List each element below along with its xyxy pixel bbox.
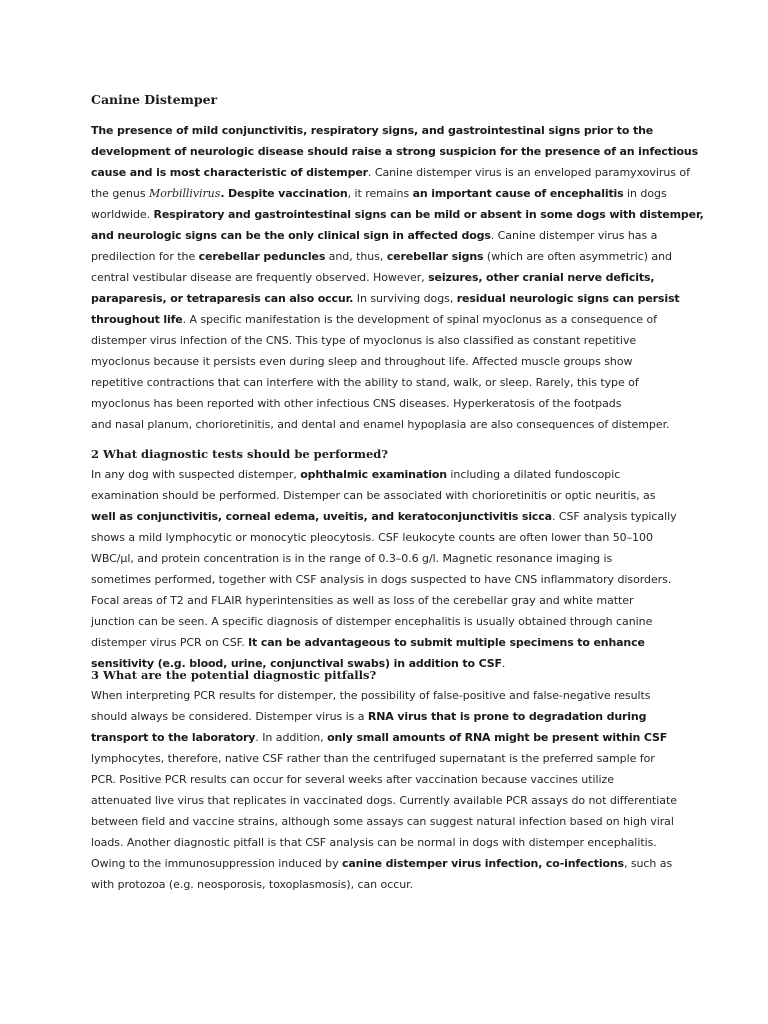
bold-text: development of neurologic disease should raise a strong suspicion for the presence of an infectious [91,145,698,158]
text-line [91,309,691,330]
text-run: sometimes performed, together with CSF analysis in dogs suspected to have CNS inflammatory disorders. [91,573,672,586]
italic-text: Morbillivirus [148,187,221,200]
text-line [91,632,691,653]
heading-diagnostic-pitfalls: 3 What are the potential diagnostic pitfalls? [91,668,377,682]
text-run: WBC/μl, and protein concentration is in the range of 0.3–0.6 g/l. Magnetic resonance imaging is [91,552,613,565]
text-run: lymphocytes, therefore, native CSF rather than the centrifuged supernatant is the preferred sample for [91,752,655,765]
bold-text: RNA virus that is prone to degradation during [367,710,647,723]
text-run: with protozoa (e.g. neosporosis, toxoplasmosis), can occur. [91,878,414,891]
text-line [91,853,691,874]
text-run: and nasal planum, chorioretinitis, and dental and enamel hypoplasia are also consequences of distemper. [91,418,670,431]
text-line [91,464,691,485]
text-run: attenuated live virus that replicates in vaccinated dogs. Currently available PCR assays do not differentiate [91,794,677,807]
text-line [91,120,691,141]
text-run: the genus [91,187,149,200]
text-run: PCR. Positive PCR results can occur for several weeks after vaccination because vaccines utilize [91,773,614,786]
text-line [91,141,698,162]
text-line [91,685,691,706]
bold-text: The presence of mild conjunctivitis, respiratory signs, and gastrointestinal signs prior to the [91,124,654,137]
bold-text: residual neurologic signs can persist [456,292,680,305]
text-line [91,485,691,506]
text-line [91,351,691,372]
text-run: examination should be performed. Distemper can be associated with chorioretinitis or optic neuritis, as [91,489,656,502]
text-run: worldwide. [91,208,154,221]
text-run: , it remains [347,187,413,200]
text-run: . A specific manifestation is the development of spinal myoclonus as a consequence of [182,313,657,326]
text-line [91,393,691,414]
bold-text: . Despite vaccination [220,187,348,200]
text-run: distemper virus infection of the CNS. This type of myoclonus is also classified as constant repetitive [91,334,637,347]
bold-text: well as conjunctivitis, corneal edema, uveitis, and keratoconjunctivitis sicca [91,510,552,523]
text-run: In surviving dogs, [353,292,457,305]
text-line [91,811,691,832]
text-run: . Canine distemper virus is an enveloped paramyxovirus of [367,166,690,179]
text-run: Owing to the immunosuppression induced by [91,857,343,870]
text-run: In any dog with suspected distemper, [91,468,301,481]
bold-text: paraparesis, or tetraparesis can also occur. [91,292,354,305]
text-line [91,769,691,790]
text-line [91,527,691,548]
bold-text: sensitivity (e.g. blood, urine, conjunctival swabs) in addition to CSF [91,657,502,670]
text-run: . Canine distemper virus has a [490,229,658,242]
bold-text: ophthalmic examination [300,468,447,481]
text-line [91,706,691,727]
text-line [91,832,691,853]
text-line [91,748,691,769]
text-run: . [501,657,506,670]
text-line [91,225,691,246]
text-line [91,267,691,288]
text-run: loads. Another diagnostic pitfall is that CSF analysis can be normal in dogs with distemper encephalitis. [91,836,657,849]
text-line [91,162,691,183]
text-run: junction can be seen. A specific diagnosis of distemper encephalitis is usually obtained through canine [91,615,653,628]
bold-text: It can be advantageous to submit multiple specimens to enhance [248,636,645,649]
text-run: should always be considered. Distemper virus is a [91,710,368,723]
bold-text: only small amounts of RNA might be present within CSF [327,731,668,744]
bold-text: an important cause of encephalitis [412,187,624,200]
section-2 [91,464,691,674]
text-run: including a dilated fundoscopic [446,468,621,481]
text-run: central vestibular disease are frequently observed. However, [91,271,429,284]
text-line [91,288,691,309]
text-line [91,414,691,435]
text-line [91,183,691,204]
text-line [91,611,691,632]
text-run: repetitive contractions that can interfere with the ability to stand, walk, or sleep. Rarely, this type of [91,376,639,389]
text-line [91,204,704,225]
text-line [91,506,691,527]
bold-text: throughout life [91,313,183,326]
text-run: and, thus, [325,250,387,263]
bold-text: canine distemper virus infection, co-infections [342,857,624,870]
text-run: . CSF analysis typically [551,510,677,523]
section-2-block [91,445,691,674]
text-run: myoclonus because it persists even during sleep and throughout life. Affected muscle groups show [91,355,633,368]
text-line [91,790,691,811]
text-line [91,727,691,748]
bold-text: Respiratory and gastrointestinal signs can be mild or absent in some dogs with distemper, [153,208,704,221]
bold-text: transport to the laboratory [91,731,256,744]
text-run: When interpreting PCR results for distemper, the possibility of false-positive and false-negative results [91,689,651,702]
text-run: Focal areas of T2 and FLAIR hyperintensities as well as loss of the cerebellar gray and white matter [91,594,634,607]
text-line [91,569,691,590]
bold-text: and neurologic signs can be the only clinical sign in affected dogs [91,229,491,242]
section-3 [91,685,691,895]
text-line [91,372,691,393]
bold-text: cerebellar signs [386,250,484,263]
text-line [91,590,691,611]
text-run: myoclonus has been reported with other infectious CNS diseases. Hyperkeratosis of the footpads [91,397,622,410]
text-line [91,548,691,569]
section-3-block [91,666,691,895]
bold-text: cause and is most characteristic of distemper [91,166,368,179]
text-line [91,246,691,267]
bold-text: cerebellar peduncles [198,250,326,263]
text-run: (which are often asymmetric) and [483,250,672,263]
text-line [91,330,691,351]
text-line [91,874,691,895]
text-run: distemper virus PCR on CSF. [91,636,249,649]
text-run: between field and vaccine strains, although some assays can suggest natural infection based on high viral [91,815,674,828]
text-run: . In addition, [255,731,328,744]
document-title: Canine Distemper [91,92,218,107]
text-run: , such as [623,857,673,870]
text-run: shows a mild lymphocytic or monocytic pleocytosis. CSF leukocyte counts are often lower than 50–100 [91,531,653,544]
text-run: in dogs [623,187,667,200]
section-1 [91,120,704,435]
heading-diagnostic-tests: 2 What diagnostic tests should be performed? [91,447,389,461]
text-run: predilection for the [91,250,199,263]
bold-text: seizures, other cranial nerve deficits, [428,271,655,284]
